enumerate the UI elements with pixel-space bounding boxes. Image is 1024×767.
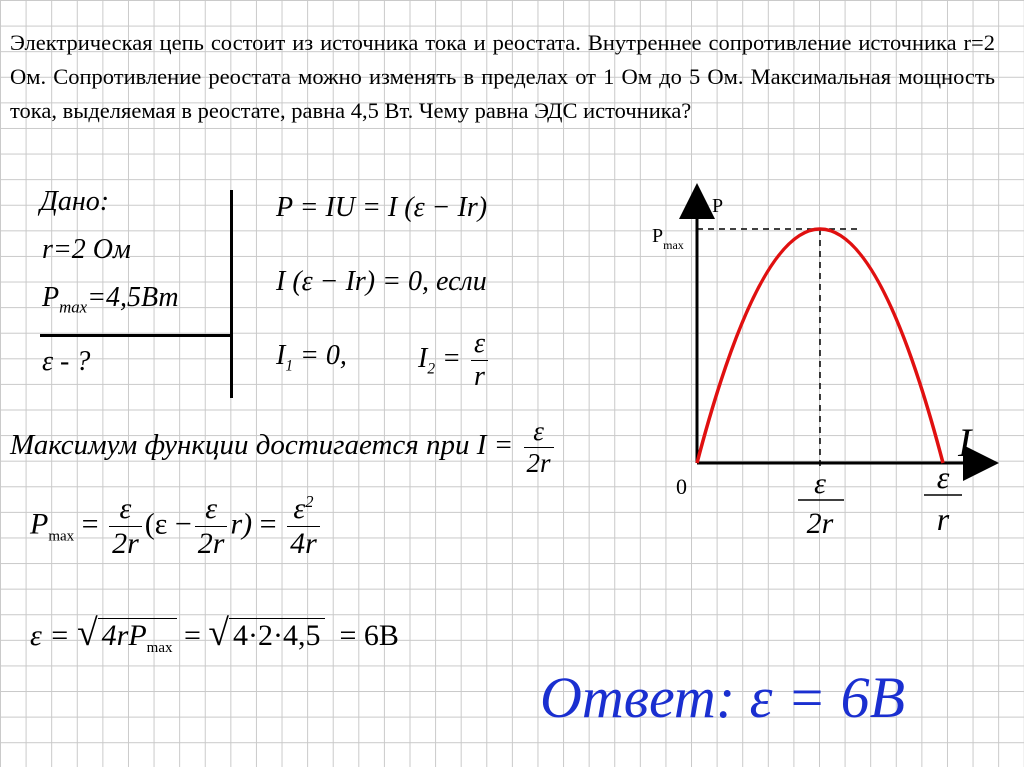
formula-zero: I (ε − Ir) = 0, если: [276, 266, 487, 297]
problem-text: Электрическая цепь состоит из источника тока и реостата. Внутреннее сопротивление источника r=2 Ом. Сопротивление реостата можно изменять в пределах от 1 Ом до 5 Ом. Максимальная мощность тока, выделяемая в реостате, равна 4,5 Вт. Чему равна ЭДС источника?: [10, 30, 995, 123]
p-axis-label: P: [712, 195, 724, 217]
formula-power: P = IU = I (ε − Ir): [276, 192, 488, 223]
given-find: ε - ?: [42, 346, 91, 377]
tick-eps-2r-num: ε: [814, 467, 826, 500]
formula-maximum: Максимум функции достигается при I = $\frac{\varepsilon}{2r}$: [10, 416, 557, 479]
tick-eps-r-den: r: [936, 501, 950, 537]
formula-emf: ε = √ $4rP_{max}$ = √ 4·2·4,5 = 6B: [30, 613, 399, 656]
answer: Ответ: ε = 6B: [540, 665, 906, 730]
pmax-axis-label: $P_{max}$: [652, 225, 684, 252]
given-r: r=2 Ом: [42, 234, 131, 265]
tick-eps-2r-den: 2r: [806, 507, 834, 540]
formula-pmax: $P_{max}$ = $\frac{\varepsilon}{2r}$ (ε − $\frac{\varepsilon}{2r}$ r) = $\frac{\varepsilon^2}{4r}$: [30, 492, 323, 561]
formula-i1: $I_1 = 0$,: [276, 340, 347, 375]
origin-label: 0: [676, 474, 687, 499]
given-pmax: $P_{max}=4,5Вт$: [42, 282, 179, 317]
tick-eps-r-num: ε: [936, 459, 950, 495]
formula-i2: $I_2$ = $\frac{\varepsilon}{r}$: [418, 328, 491, 393]
i-axis-label: I: [958, 420, 972, 465]
given-heading: Дано:: [40, 186, 110, 217]
